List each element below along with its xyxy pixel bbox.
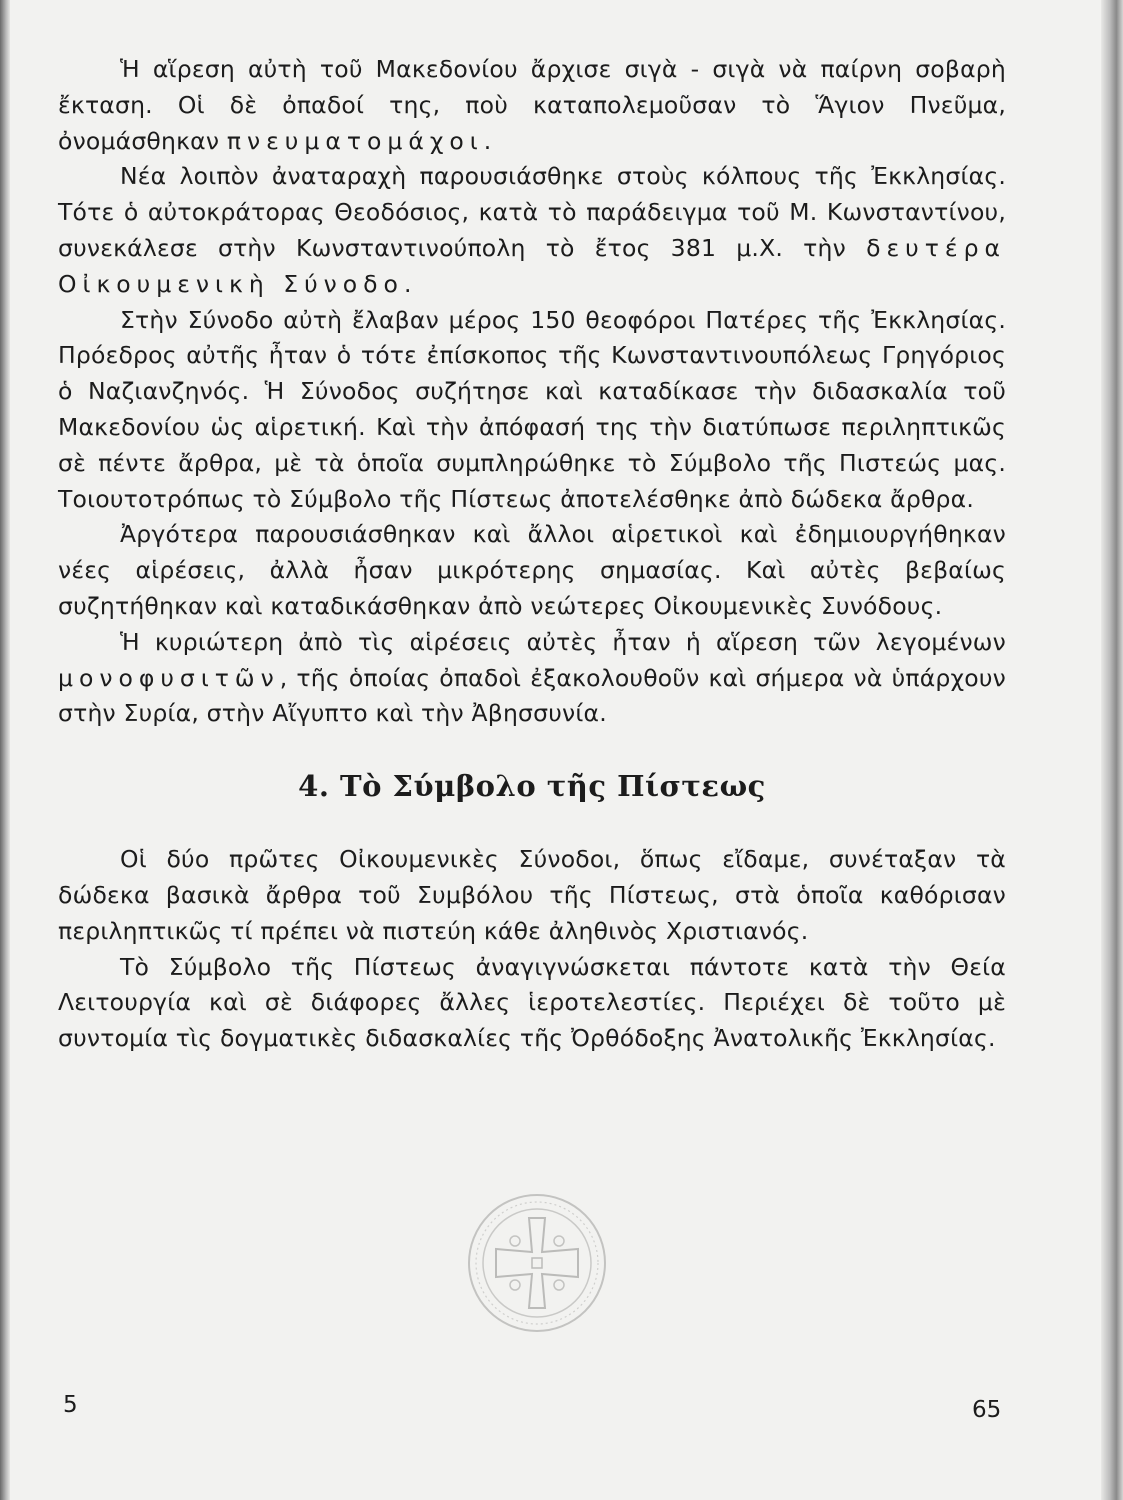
scan-edge-right xyxy=(1101,0,1123,1500)
paragraph-5-post: , τῆς ὁποίας ὀπαδοὶ ἐξακολουθοῦν καὶ σήμερα νὰ ὑπάρχουν στὴν Συρία, στὴν Αἴγυπτο καὶ τὴν Ἀβησσυνία. xyxy=(58,663,1006,728)
page-number: 65 xyxy=(972,1397,1002,1423)
paragraph-5 xyxy=(58,625,1006,732)
paragraph-3: Στὴν Σύνοδο αὐτὴ ἔλαβαν μέρος 150 θεοφόροι Πατέρες τῆς Ἐκκλησίας. Πρόεδρος αὐτῆς ἦταν ὁ τότε ἐπίσκοπος τῆς Κωνσταντινουπόλεως Γρηγόριος ὁ Ναζιανζηνός. Ἡ Σύνοδος συζήτησε καὶ καταδίκασε τὴν διδασκαλία τοῦ Μακεδονίου ὡς αἱρετική. Καὶ τὴν ἀπόφασή της τὴν διατύπωσε περιληπτικῶς σὲ πέντε ἄρθρα, μὲ τὰ ὁποῖα συμπληρώθηκε τὸ Σύμβολο τῆς Πιστεώς μας. Τοιουτοτρόπως τὸ Σύμβολο τῆς Πίστεως ἀποτελέσθηκε ἀπὸ δώδεκα ἄρθρα. xyxy=(58,305,1006,513)
cross-medallion-icon xyxy=(466,1192,608,1334)
paragraph-2-post: . xyxy=(403,269,412,298)
page-body xyxy=(58,52,1006,1057)
paragraph-4: Ἀργότερα παρουσιάσθηκαν καὶ ἄλλοι αἱρετικοὶ καὶ ἐδημιουργήθηκαν νέες αἱρέσεις, ἀλλὰ ἦσαν μικρότερης σημασίας. Καὶ αὐτὲς βεβαίως συζητήθηκαν καὶ καταδικάσθηκαν ἀπὸ νεώτερες Οἰκουμενικὲς Συνόδους. xyxy=(58,520,1006,620)
signature-mark: 5 xyxy=(63,1392,78,1418)
scan-edge-left xyxy=(0,0,10,1500)
paragraph-7: Τὸ Σύμβολο τῆς Πίστεως ἀναγιγνώσκεται πάντοτε κατὰ τὴν Θεία Λειτουργία καὶ σὲ διάφορες ἄλλες ἱεροτελεστίες. Περιέχει δὲ τοῦτο μὲ συντομία τὶς δογματικὲς διδασκαλίες τῆς Ὀρθόδοξης Ἀνατολικῆς Ἐκκλησίας. xyxy=(58,952,1006,1053)
section-heading: 4. Τὸ Σύμβολο τῆς Πίστεως xyxy=(298,769,766,804)
paragraph-1-post: . xyxy=(483,126,492,155)
paragraph-1 xyxy=(58,52,1006,159)
paragraph-2-pre: Νέα λοιπὸν ἀναταραχὴ παρουσιάσθηκε στοὺς κόλπους τῆς Ἐκκλησίας. Τότε ὁ αὐτοκράτορας Θεοδόσιος, κατὰ τὸ παράδειγμα τοῦ Μ. Κωνσταντίνου, συνεκάλεσε στὴν Κωνσταντινούπολη τὸ ἔτος 381 μ.Χ. τὴν xyxy=(58,162,1006,262)
paragraph-5-pre: Ἡ κυριώτερη ἀπὸ τὶς αἱρέσεις αὐτὲς ἦταν ἡ αἵρεση τῶν λεγομένων xyxy=(120,627,1006,656)
term-monophysites: μονοφυσιτῶν xyxy=(58,663,280,692)
term-second-council: δευτέρα Οἰκουμενικὴ Σύνοδο xyxy=(58,233,1006,298)
term-pneumatomachoi: πνευματομάχοι xyxy=(226,126,484,155)
paragraph-1-pre: Ἡ αἵρεση αὐτὴ τοῦ Μακεδονίου ἄρχισε σιγὰ - σιγὰ νὰ παίρνη σοβαρὴ ἔκταση. Οἱ δὲ ὀπαδοί της, ποὺ καταπολεμοῦσαν τὸ Ἅγιον Πνεῦμα, ὀνομάσθηκαν xyxy=(58,55,1006,155)
paragraph-2 xyxy=(58,159,1006,302)
paragraph-6: Οἱ δύο πρῶτες Οἰκουμενικὲς Σύνοδοι, ὅπως εἴδαμε, συνέταξαν τὰ δώδεκα βασικὰ ἄρθρα τοῦ Συμβόλου τῆς Πίστεως, στὰ ὁποῖα καθόρισαν περιληπτικῶς τί πρέπει νὰ πιστεύη κάθε ἀληθινὸς Χριστιανός. xyxy=(58,845,1006,945)
